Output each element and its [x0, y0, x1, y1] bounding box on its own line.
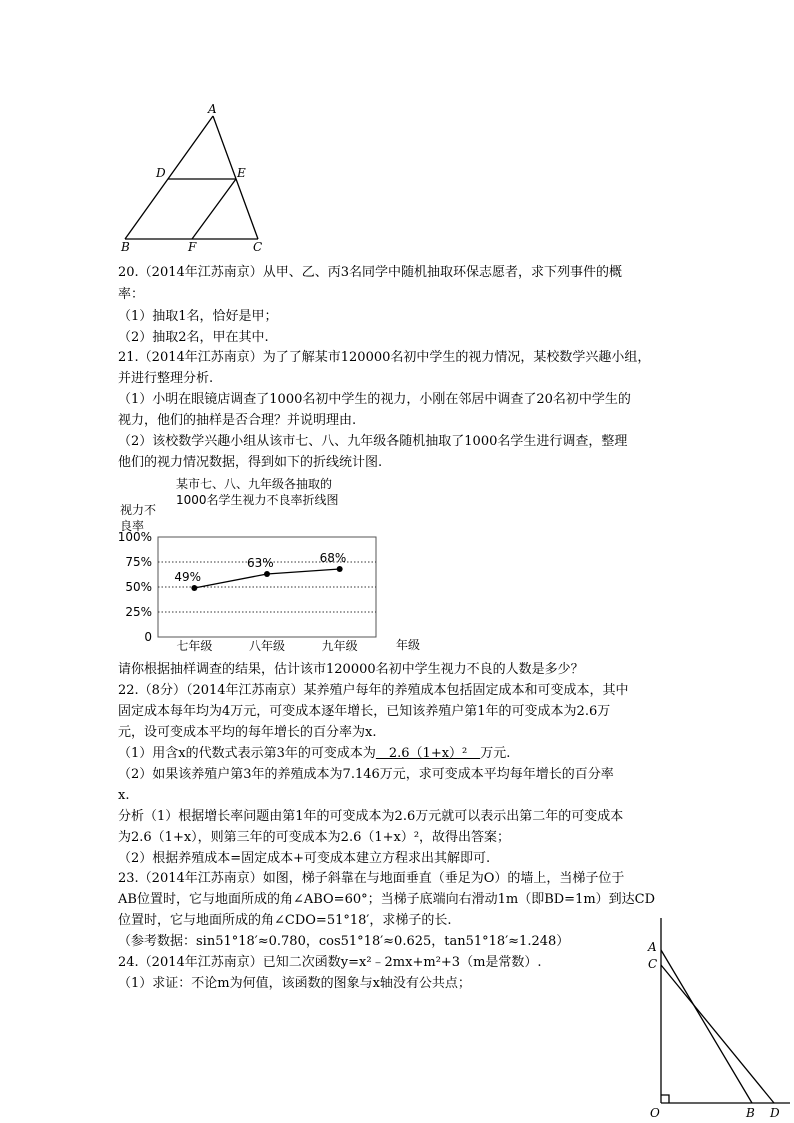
q22-part1-suffix: 万元. — [480, 746, 511, 761]
side-ac — [213, 116, 258, 239]
y-tick-label: 50% — [125, 580, 152, 594]
q23-line3: 位置时，它与地面所成的角∠CDO=51°18′，求梯子的长. — [118, 913, 452, 928]
data-point — [337, 566, 343, 572]
label-ladder-a: A — [648, 940, 657, 954]
q22-line1: 22.（8分）（2014年江苏南京）某养殖户每年的养殖成本包括固定成本和可变成本，其中 — [118, 683, 629, 698]
q22-part1 — [118, 744, 510, 764]
y-axis-label-line2: 良率 — [120, 519, 145, 533]
y-axis-label-line1: 视力不 — [120, 503, 157, 517]
q21-part2a: （2）该校数学兴趣小组从该市七、八、九年级各随机抽取了1000名学生进行调查，整理 — [118, 434, 628, 449]
label-e: E — [237, 166, 246, 180]
label-d: D — [156, 166, 166, 180]
q22-line2: 固定成本每年均为4万元，可变成本逐年增长，已知该养殖户第1年的可变成本为2.6万 — [118, 704, 611, 719]
q20-line1: 20.（2014年江苏南京）从甲、乙、丙3名同学中随机抽取环保志愿者，求下列事件的概 — [118, 265, 623, 280]
label-ladder-o: O — [650, 1106, 660, 1120]
q20-part2: （2）抽取2名，甲在其中. — [118, 330, 269, 345]
data-label: 63% — [247, 556, 274, 570]
q22-line3: 元，设可变成本平均的每年增长的百分率为x. — [118, 725, 377, 740]
label-a: A — [208, 102, 217, 116]
label-ladder-c: C — [648, 957, 658, 971]
x-axis-label: 年级 — [396, 638, 421, 652]
q20-part1: （1）抽取1名，恰好是甲； — [118, 309, 278, 324]
vision-line-chart — [112, 476, 442, 658]
ladder-figure — [640, 910, 794, 1123]
data-point — [264, 571, 270, 577]
q22-part2a: （2）如果该养殖户第3年的养殖成本为7.146万元，求可变成本平均每年增长的百分率 — [118, 767, 614, 782]
data-label: 68% — [319, 551, 347, 565]
y-tick-label: 75% — [125, 555, 152, 569]
q22-part1-answer: 2.6（1+x）² — [375, 746, 481, 761]
q23-reference: （参考数据：sin51°18′≈0.780，cos51°18′≈0.625，tan51°18′≈1.248） — [118, 934, 570, 949]
q22-analysis3: （2）根据养殖成本=固定成本+可变成本建立方程求出其解即可. — [118, 851, 491, 866]
right-angle-mark — [661, 1095, 669, 1103]
x-tick-label: 七年级 — [176, 639, 213, 653]
q22-part2b: x. — [118, 788, 130, 803]
q24-part1: （1）求证：不论m为何值，该函数的图象与x轴没有公共点； — [118, 976, 471, 991]
data-label: 49% — [174, 570, 202, 584]
y-tick-label: 100% — [117, 530, 152, 544]
q24-line1: 24.（2014年江苏南京）已知二次函数y=x²﹣2mx+m²+3（m是常数）. — [118, 955, 542, 970]
q21-line2: 并进行整理分析. — [118, 371, 214, 386]
side-ab — [125, 116, 213, 239]
q21-part2b: 他们的视力情况数据，得到如下的折线统计图. — [118, 455, 383, 470]
q23-line1: 23.（2014年江苏南京）如图，梯子斜靠在与地面垂直（垂足为O）的墙上，当梯子位于 — [118, 871, 625, 886]
ladder-cd — [661, 965, 774, 1103]
q21-line1: 21.（2014年江苏南京）为了了解某市120000名初中学生的视力情况，某校数学兴趣小组， — [118, 350, 651, 365]
q22-analysis1: 分析（1）根据增长率问题由第1年的可变成本为2.6万元就可以表示出第二年的可变成本 — [118, 809, 624, 824]
data-point — [191, 585, 197, 591]
triangle-figure — [112, 100, 272, 260]
x-tick-label: 八年级 — [248, 639, 286, 653]
q22-analysis2: 为2.6（1+x），则第三年的可变成本为2.6（1+x）²，故得出答案； — [118, 830, 511, 845]
segment-ef — [192, 179, 236, 239]
label-f: F — [188, 240, 197, 254]
q21-part1b: 视力，他们的抽样是否合理？并说明理由. — [118, 413, 357, 428]
label-ladder-b: B — [746, 1106, 755, 1120]
x-tick-label: 九年级 — [321, 639, 358, 653]
y-tick-label: 0 — [144, 630, 152, 644]
label-b: B — [121, 240, 130, 254]
label-ladder-d: D — [770, 1106, 780, 1120]
q23-line2: AB位置时，它与地面所成的角∠ABO=60°；当梯子底端向右滑动1m（即BD=1m）到达CD — [118, 892, 656, 907]
label-c: C — [253, 240, 263, 254]
y-tick-label: 25% — [125, 605, 152, 619]
chart-title-line2: 1000名学生视力不良率折线图 — [176, 493, 339, 507]
ladder-ab — [661, 950, 752, 1103]
q21-question: 请你根据抽样调查的结果，估计该市120000名初中学生视力不良的人数是多少？ — [118, 662, 584, 677]
q22-part1-prefix: （1）用含x的代数式表示第3年的可变成本为 — [118, 746, 376, 761]
q20-line2: 率： — [118, 287, 145, 302]
q21-part1a: （1）小明在眼镜店调查了1000名初中学生的视力，小刚在邻居中调查了20名初中学生的 — [118, 392, 631, 407]
chart-title-line1: 某市七、八、九年级各抽取的 — [176, 477, 333, 491]
